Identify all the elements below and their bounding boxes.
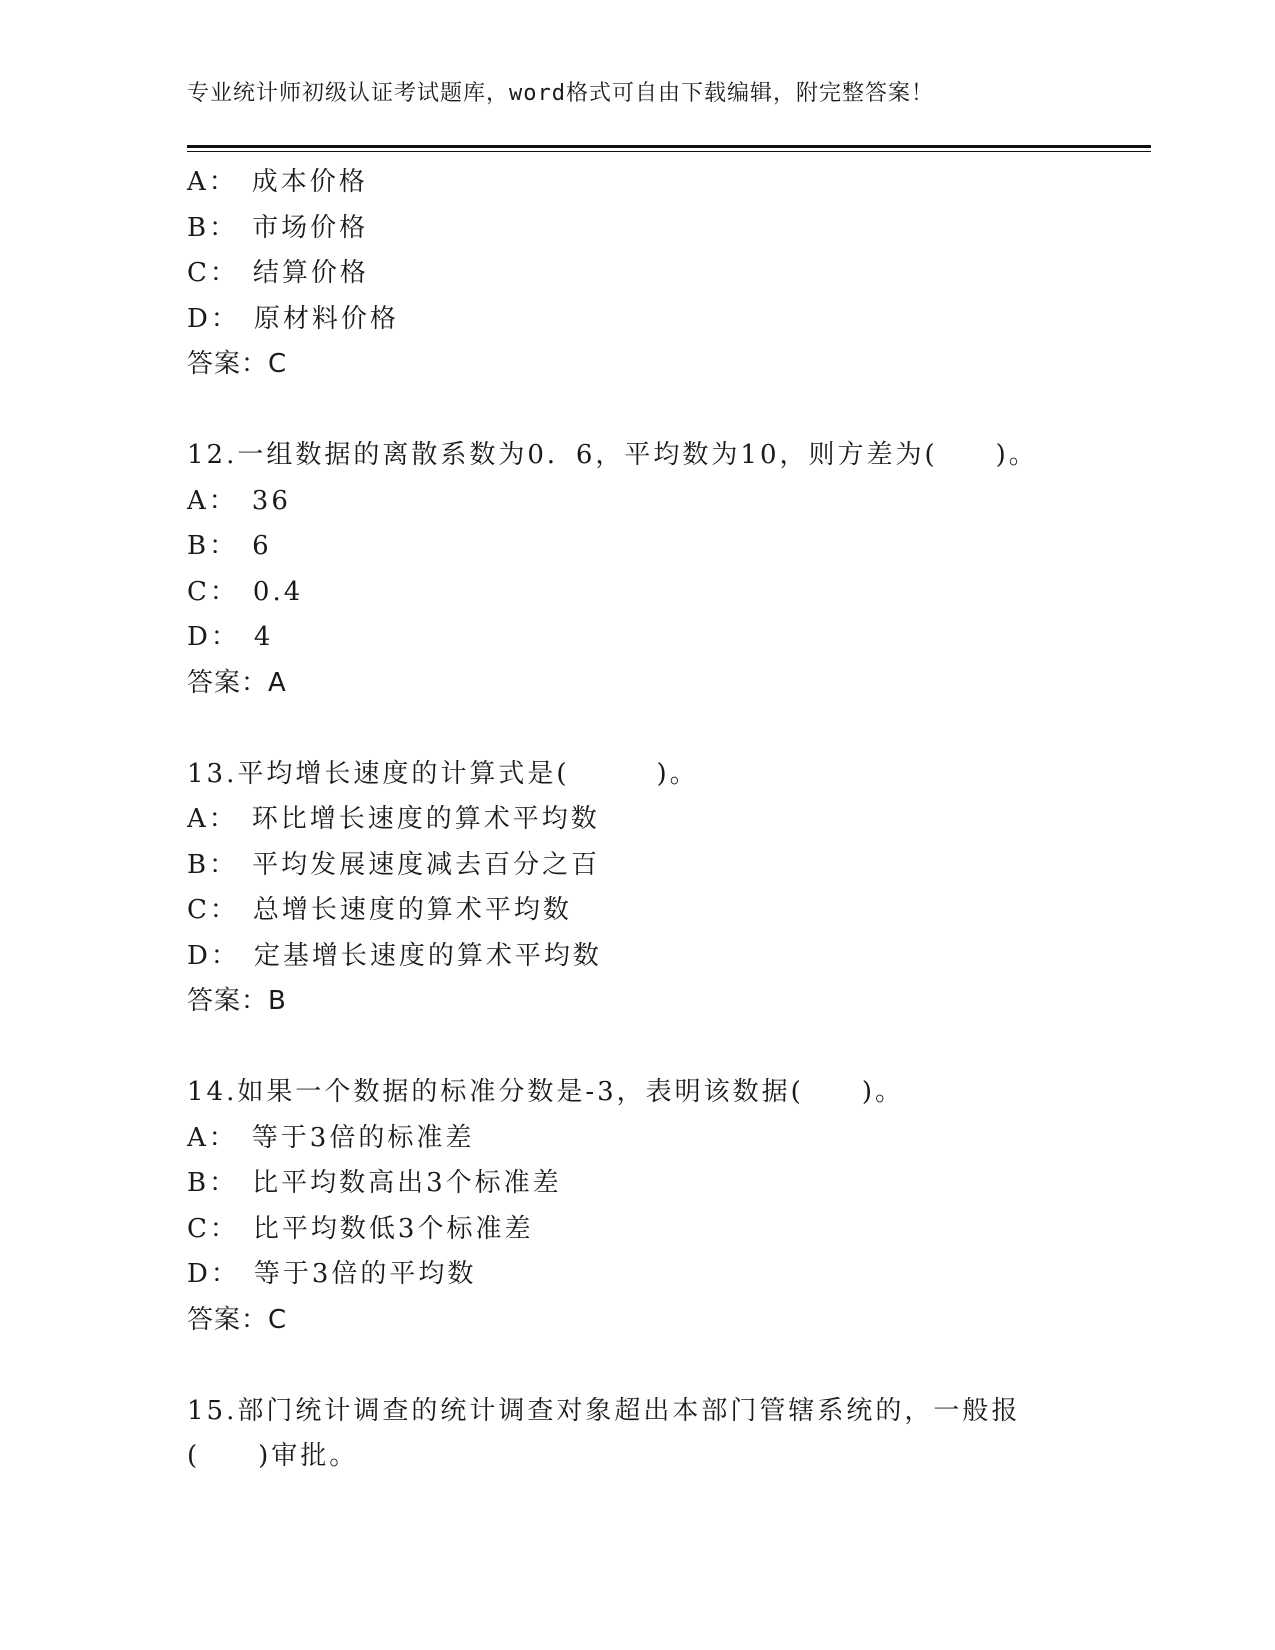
header-rule-thick xyxy=(187,145,1151,148)
option-c: C： 总增长速度的算术平均数 xyxy=(187,895,572,925)
option-d: D： 等于3倍的平均数 xyxy=(187,1259,477,1289)
option-d: D： 定基增长速度的算术平均数 xyxy=(187,940,602,971)
answer: 答案：C xyxy=(187,1304,288,1335)
option-b: B： 市场价格 xyxy=(187,212,369,243)
question-text: 15.部门统计调查的统计调查对象超出本部门管辖系统的，一般报 xyxy=(187,1395,1021,1426)
header-rule-thin xyxy=(187,151,1151,152)
option-b: B： 6 xyxy=(187,531,272,561)
question-list xyxy=(187,160,1087,1480)
option-b: B： 平均发展速度减去百分之百 xyxy=(187,849,601,880)
question-text-continued: ( )审批。 xyxy=(187,1441,359,1471)
option-c: C： 比平均数低3个标准差 xyxy=(187,1213,534,1244)
option-d: D： 原材料价格 xyxy=(187,303,399,334)
question-text: 14.如果一个数据的标准分数是-3，表明该数据( )。 xyxy=(187,1077,904,1107)
page-header: 专业统计师初级认证考试题库，word格式可自由下载编辑，附完整答案！ xyxy=(187,81,934,106)
question-text: 12.一组数据的离散系数为0．6，平均数为10，则方差为( )。 xyxy=(187,440,1038,470)
option-d: D： 4 xyxy=(187,622,274,652)
question-block xyxy=(187,160,1087,388)
question-block xyxy=(187,752,1087,1025)
option-c: C： 结算价格 xyxy=(187,258,369,288)
option-a: A： 等于3倍的标准差 xyxy=(187,1122,475,1153)
option-b: B： 比平均数高出3个标准差 xyxy=(187,1168,562,1198)
answer: 答案：A xyxy=(187,667,287,698)
answer: 答案：B xyxy=(187,986,287,1016)
question-block xyxy=(187,1389,1087,1480)
option-a: A： 36 xyxy=(187,485,291,516)
question-text: 13.平均增长速度的计算式是( )。 xyxy=(187,758,699,789)
question-block xyxy=(187,1070,1087,1343)
option-a: A： 环比增长速度的算术平均数 xyxy=(187,804,600,834)
option-a: A： 成本价格 xyxy=(187,167,368,197)
option-c: C： 0.4 xyxy=(187,576,304,607)
question-block xyxy=(187,433,1087,706)
answer: 答案：C xyxy=(187,349,288,379)
